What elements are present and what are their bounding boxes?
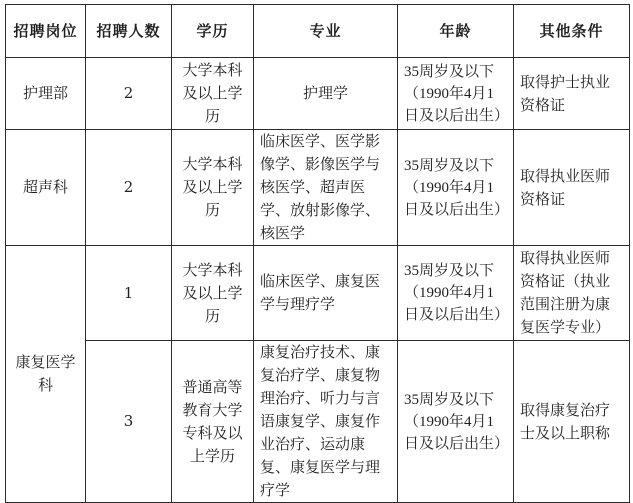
cell-education: 大学本科及以上学历 xyxy=(172,130,254,246)
cell-position: 护理部 xyxy=(6,58,86,130)
recruitment-table xyxy=(5,4,630,503)
table-row xyxy=(6,130,630,246)
cell-count: 2 xyxy=(86,130,172,246)
cell-other: 取得执业医师资格证（执业范围注册为康复医学专业） xyxy=(514,246,630,341)
cell-major: 康复治疗技术、康复治疗学、康复物理治疗、听力与言语康复学、康复作业治疗、运动康复、康复医学与理疗学 xyxy=(254,341,398,503)
cell-position: 超声科 xyxy=(6,130,86,246)
table-row xyxy=(6,341,630,503)
header-major: 专业 xyxy=(254,5,398,58)
cell-count: 3 xyxy=(86,341,172,503)
cell-count: 1 xyxy=(86,246,172,341)
cell-education: 普通高等教育大学专科及以上学历 xyxy=(172,341,254,503)
cell-education: 大学本科及以上学历 xyxy=(172,246,254,341)
cell-major: 临床医学、医学影像学、影像医学与核医学、超声医学、放射影像学、核医学 xyxy=(254,130,398,246)
cell-education: 大学本科及以上学历 xyxy=(172,58,254,130)
cell-other: 取得康复治疗士及以上职称 xyxy=(514,341,630,503)
header-age: 年龄 xyxy=(398,5,514,58)
cell-other: 取得护士执业资格证 xyxy=(514,58,630,130)
header-position: 招聘岗位 xyxy=(6,5,86,58)
table-row xyxy=(6,246,630,341)
cell-major: 临床医学、康复医学与理疗学 xyxy=(254,246,398,341)
cell-age: 35周岁及以下（1990年4月1日及以后出生） xyxy=(398,246,514,341)
cell-age: 35周岁及以下（1990年4月1日及以后出生） xyxy=(398,130,514,246)
header-other: 其他条件 xyxy=(514,5,630,58)
cell-age: 35周岁及以下（1990年4月1日及以后出生） xyxy=(398,341,514,503)
cell-other: 取得执业医师资格证 xyxy=(514,130,630,246)
cell-age: 35周岁及以下（1990年4月1日及以后出生） xyxy=(398,58,514,130)
header-count: 招聘人数 xyxy=(86,5,172,58)
cell-position: 康复医学科 xyxy=(6,246,86,503)
table-header-row xyxy=(6,5,630,58)
header-education: 学历 xyxy=(172,5,254,58)
cell-count: 2 xyxy=(86,58,172,130)
cell-major: 护理学 xyxy=(254,58,398,130)
table-row xyxy=(6,58,630,130)
